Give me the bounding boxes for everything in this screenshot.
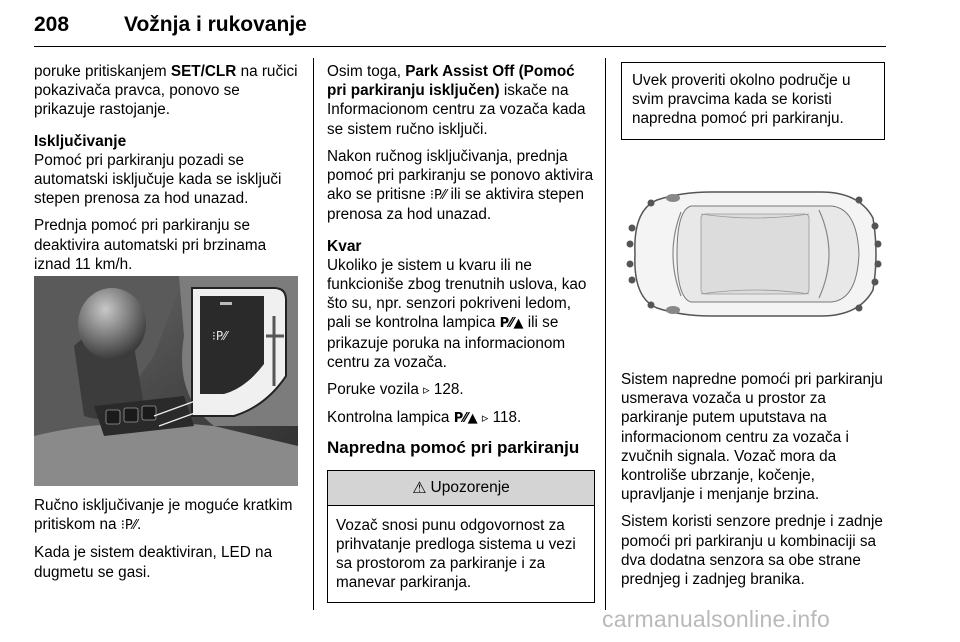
- page-header: [34, 8, 886, 46]
- paragraph: poruke pritiskanjem SET/CLR na ručici pokazivača pravca, ponovo se prikazuje rastojanje.: [34, 63, 298, 119]
- warning-header: [328, 471, 594, 506]
- column-divider-1: [313, 58, 314, 610]
- section-title: Vožnja i rukovanje: [124, 13, 307, 36]
- right-column: [621, 62, 885, 140]
- paragraph: Pomoć pri parkiranju pozadi se automatski isključuje kada se isključi stepen prenosa za hod unazad.: [34, 151, 282, 208]
- column-divider-2: [605, 58, 606, 610]
- warning-title: Upozorenje: [430, 479, 510, 497]
- heading-iskljucivanje: Isključivanje: [34, 132, 127, 150]
- note-box: Uvek proveriti okolno područje u svim pravcima kada se koristi napredna pomoć pri parkiranju.: [621, 62, 885, 140]
- paragraph: Kada je sistem deaktiviran, LED na dugmetu se gasi.: [34, 544, 273, 581]
- heading-napredna-pomoc: Napredna pomoć pri parkiranju: [327, 438, 580, 458]
- paragraph: Kontrolna lampica P⁄⁄▲ ▹ 118.: [327, 409, 522, 427]
- left-column: [34, 62, 300, 282]
- park-button-symbol: ⁝P⁄⁄: [120, 518, 138, 534]
- paragraph: Ručno isključivanje je moguće kratkim pritiskom na ⁝P⁄⁄.: [34, 497, 293, 534]
- heading-kvar: Kvar: [327, 237, 362, 255]
- page-number: 208: [34, 13, 70, 36]
- middle-column: [327, 62, 595, 603]
- car-sensor-diagram: [621, 148, 885, 360]
- svg-text:⁝P⁄⁄: ⁝P⁄⁄: [212, 329, 228, 343]
- paragraph: Prednja pomoć pri parkiranju se deaktivira automatski pri brzinama iznad 11 km/h.: [34, 217, 267, 273]
- left-column-bottom: [34, 496, 300, 590]
- warning-body: Vozač snosi punu odgovornost za prihvatanje predloga sistema u vezi sa prostorom za parkiranje i za manevar parkiranja.: [336, 516, 576, 592]
- right-column-bottom: [621, 370, 889, 597]
- park-button-symbol: ⁝P⁄⁄: [429, 188, 447, 204]
- warning-box: [327, 470, 595, 604]
- paragraph: Sistem koristi senzore prednje i zadnje pomoći pri parkiranju u kombinaciji sa dva dodatna senzora sa obe strane prednjeg i zadnjeg branika.: [621, 513, 883, 589]
- watermark: carmanualsonline.info: [602, 606, 830, 632]
- paragraph: Ukoliko je sistem u kvaru ili ne funkcioniše zbog trenutnih uslova, kao što su, npr. senzori pokriveni ledom, pali se kontrolna lampica P⁄⁄▲ ili se prikazuje poruka na informacionom centru za vozača.: [327, 256, 587, 371]
- reference-arrow-icon: ▹: [481, 411, 489, 427]
- warning-triangle-icon: ⚠: [412, 478, 427, 498]
- header-divider: [34, 46, 886, 47]
- warning-lamp-icon: P⁄⁄▲: [499, 316, 524, 332]
- warning-lamp-icon: P⁄⁄▲: [453, 411, 478, 427]
- paragraph: Osim toga, Park Assist Off (Pomoć pri parkiranju isključen) iskače na Informacionom centru za vozača kada se sistem ručno isključi.: [327, 63, 586, 138]
- park-assist-button-photo: [34, 276, 298, 486]
- paragraph: Poruke vozila ▹ 128.: [327, 381, 464, 399]
- paragraph: Nakon ručnog isključivanja, prednja pomoć pri parkiranju se ponovo aktivira ako se pritisne ⁝P⁄⁄ ili se aktivira stepen prenosa za hod unazad.: [327, 147, 594, 224]
- paragraph: Sistem napredne pomoći pri parkiranju usmerava vozača u prostor za parkiranje putem uputstava na informacionom centru za vozača i zvučnih signala. Vozač mora da kontroliše ubrzanje, kočenje, upravljanje i menjanje brzina.: [621, 371, 883, 504]
- reference-arrow-icon: ▹: [423, 383, 430, 399]
